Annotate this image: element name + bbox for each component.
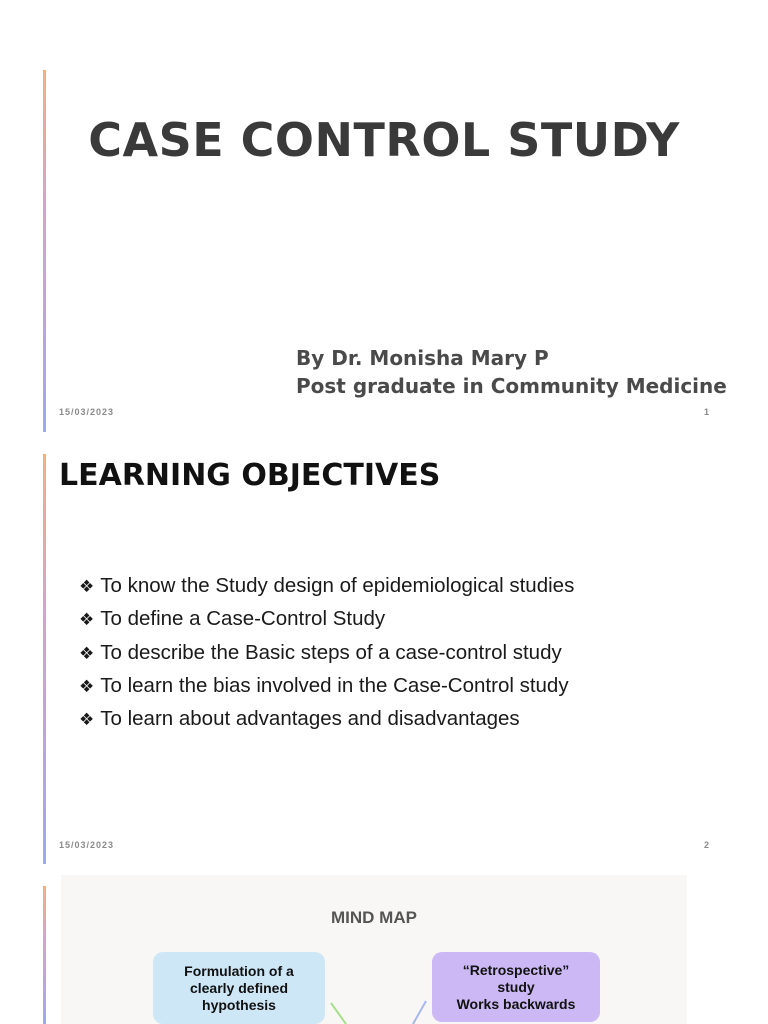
diamond-bullet-icon: ❖ [79, 710, 95, 731]
accent-bar [43, 886, 46, 1024]
diamond-bullet-icon: ❖ [79, 676, 95, 697]
mind-map-title: MIND MAP [331, 908, 417, 927]
slide-3 [0, 864, 768, 1024]
diamond-bullet-icon: ❖ [79, 643, 95, 664]
diamond-bullet-icon: ❖ [79, 577, 95, 597]
slide-1 [0, 0, 768, 432]
slide-date: 15/03/2023 [59, 840, 115, 850]
diamond-bullet-icon: ❖ [79, 610, 95, 631]
author-role: Post graduate in Community Medicine [296, 374, 727, 398]
page-number: 2 [703, 840, 709, 850]
retrospective-box: “Retrospective” study Works backwards [432, 952, 600, 1022]
page-number: 1 [703, 407, 709, 417]
author-name: By Dr. Monisha Mary P [296, 346, 549, 370]
list-item: ❖ To describe the Basic steps of a case-control study [79, 640, 562, 664]
slide-date: 15/03/2023 [59, 407, 115, 417]
slide-title: LEARNING OBJECTIVES [59, 458, 441, 493]
author-block [296, 344, 727, 400]
slide-title: CASE CONTROL STUDY [88, 113, 680, 167]
hypothesis-box: Formulation of a clearly defined hypothesis [153, 952, 325, 1024]
list-item: ❖ To know the Study design of epidemiological studies [79, 574, 575, 597]
slide-2 [0, 432, 768, 864]
list-item: ❖ To learn about advantages and disadvantages [79, 707, 520, 731]
objectives-list [79, 570, 574, 736]
list-item: ❖ To define a Case-Control Study [79, 607, 386, 631]
mind-map [61, 875, 687, 1024]
accent-bar [43, 454, 46, 864]
list-item: ❖ To learn the bias involved in the Case-Control study [79, 673, 569, 697]
